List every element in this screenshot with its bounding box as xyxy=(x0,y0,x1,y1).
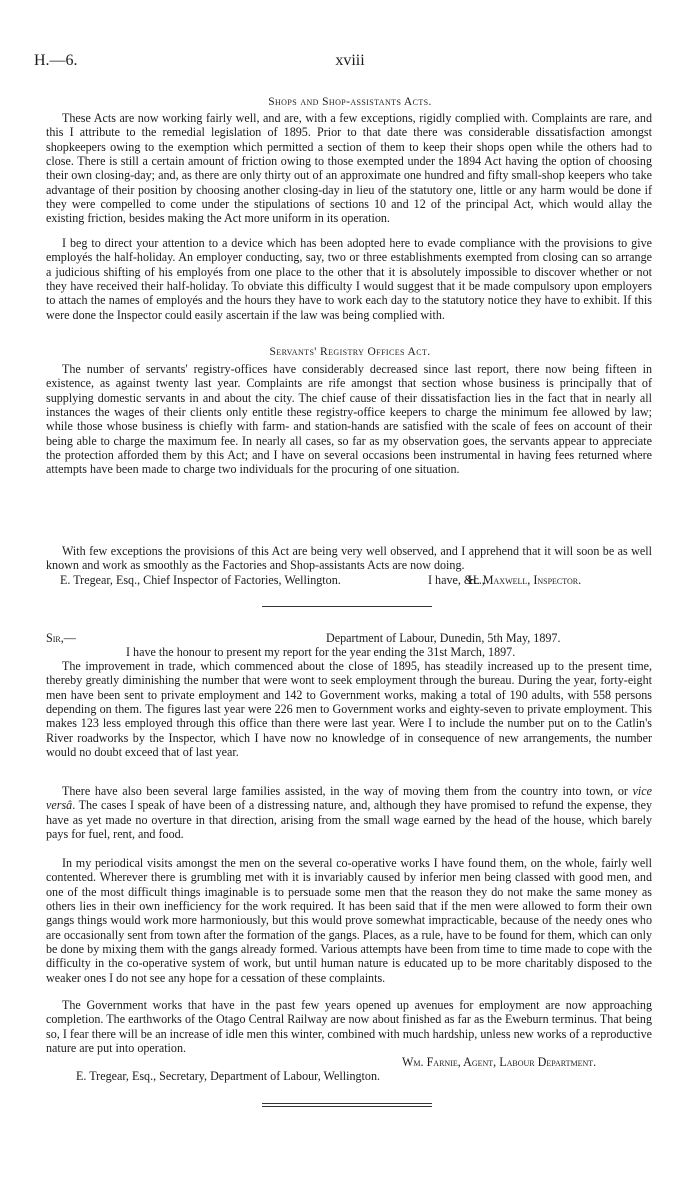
shops-acts-paragraph-2: I beg to direct your attention to a device which has been adopted here to evade compliance with the provisions to give employés the half-holiday. An employer conducting, say, two or three establishments exempted from closing can so arrange a judicious shifting of his employés from one place to the other that it is absolutely impossible to discover whether or not they have received their half-holiday. To obviate this difficulty I would suggest that it be made compulsory upon employers to attach the names of employés and the hours they have to work each day to the statutory notice they have to exhibit. If this were done the Inspector could easily ascertain if the law was being complied with. xyxy=(46,236,652,322)
letter-paragraph-3: In my periodical visits amongst the men on the several co-operative works I have found them, on the whole, fairly well contented. Wherever there is grumbling met with it is invariably caused by inferior men being classed with good men, and one of the most difficult things imaginable is to persuade some men that the reason they do not make the same money as others lies in their own inefficiency for the work required. It has been said that if the men were allowed to form their own gangs things would work more harmoniously, but this would prove somewhat impracticable, because of the needy ones who are occasionally sent from town after the formation of the gangs. Places, as a rule, have to be found for them, which can only be done by mixing them with the gangs already formed. Various attempts have been from time to time made to cope with the difficulty in the co-operative system of work, but until human nature is educated up to be more charitably disposed to the weaker ones I do not see any hope for a cessation of these complaints. xyxy=(46,856,652,985)
latin-phrase: vice versâ xyxy=(46,784,652,813)
place-and-date: Department of Labour, Dunedin, 5th May, 1897. xyxy=(326,631,561,645)
letter-intro: I have the honour to present my report for the year ending the 31st March, 1897. xyxy=(126,645,516,659)
signature-maxwell: H. Maxwell, Inspector. xyxy=(468,573,582,587)
report-reference: H.—6. xyxy=(34,52,78,69)
section-title-shops-acts: Shops and Shop-assistants Acts. xyxy=(268,96,432,108)
registry-act-paragraph-2: With few exceptions the provisions of this Act are being very well observed, and I apprehend that it will soon be as well known and work as smoothly as the Factories and Shop-assistants Acts are now doing. xyxy=(46,544,652,573)
letter-paragraph-1: The improvement in trade, which commenced about the close of 1895, has steadily increased up to the present time, thereby greatly diminishing the number that were wont to seek employment through the bureau. During the year, forty-eight men have been sent to private employment and 142 to Government works, making a total of 190 adults, with 558 persons depending on them. The figures last year were 226 men to Government works and eighty-seven to private employment. This makes 123 less employed through this office than there were last year. Were I to include the number put on to the Catlin's River roadworks by the Inspector, which I have now no knowledge of in consequence of new arrangements, the number would no doubt exceed that of last year. xyxy=(46,659,652,760)
complimentary-close: I have, &c., xyxy=(428,573,485,587)
letter-paragraph-2: There have also been several large families assisted, in the way of moving them from the country into town, or vice versâ. The cases I speak of have been of a distressing nature, and, although they have promised to refund the expense, they have as yet made no overture in that direction, arising from the small wage earned by the head of the house, which barely pays for fuel, rent, and food. xyxy=(46,784,652,842)
signature-farnie: Wm. Farnie, Agent, Labour Department. xyxy=(402,1055,597,1069)
letter-paragraph-4: The Government works that have in the past few years opened up avenues for employment are now approaching completion. The earthworks of the Otago Central Railway are now about finished as far as the Eweburn terminus. That being so, I fear there will be an increase of idle men this winter, combined with much hardship, unless new works of a reproductive nature are put into operation. xyxy=(46,998,652,1056)
section-title-registry-offices-act: Servants' Registry Offices Act. xyxy=(269,346,431,358)
page-number: xviii xyxy=(335,52,365,69)
shops-acts-paragraph-1: These Acts are now working fairly well, and are, with a few exceptions, rigidly complied with. Complaints are rare, and this I attribute to the remedial legislation of 1895. Prior to that date there was considerable dissatisfaction amongst shopkeepers owing to the exemption which permitted a section of them to keep their shops open while the others had to close. There is still a certain amount of friction owing to those exempted under the 1894 Act having the option of choosing their own closing-day; and, as there are only thirty out of an approximate one hundred and fifty small-shop keepers who take advantage of their position by choosing another closing-day in lieu of the statutory one, little or any harm would be done if they were compelled to come under the stipulations of sections 10 and 12 of the principal Act, which would allay the existing friction, besides making the Act more uniform in its operation. xyxy=(46,111,652,226)
closing-double-rule xyxy=(262,1103,432,1107)
letter-addressee: E. Tregear, Esq., Secretary, Department of Labour, Wellington. xyxy=(76,1069,381,1083)
addressee-line: E. Tregear, Esq., Chief Inspector of Factories, Wellington. xyxy=(60,573,341,587)
salutation: Sir,— xyxy=(46,631,76,645)
section-divider xyxy=(262,606,432,607)
registry-act-paragraph-1: The number of servants' registry-offices have considerably decreased since last report, there now being fifteen in existence, as against twenty last year. Complaints are rife amongst that section whose business is principally that of supplying domestic servants in and about the city. The chief cause of their dissatisfaction lies in the fact that in nearly all instances the wages of their clients only entitle these registry-office keepers to charge the minimum fee allowed by law; while those whose business is chiefly with farm- and station-hands are satisfied with the scale of fees on account of their being able to charge the maximum fee. In nearly all cases, so far as my observation goes, the servants appear to appreciate the protection afforded them by this Act; and I have on several occasions been instrumental in having fees returned where attempts have been made to charge two individuals for the procuring of one situation. xyxy=(46,362,652,477)
